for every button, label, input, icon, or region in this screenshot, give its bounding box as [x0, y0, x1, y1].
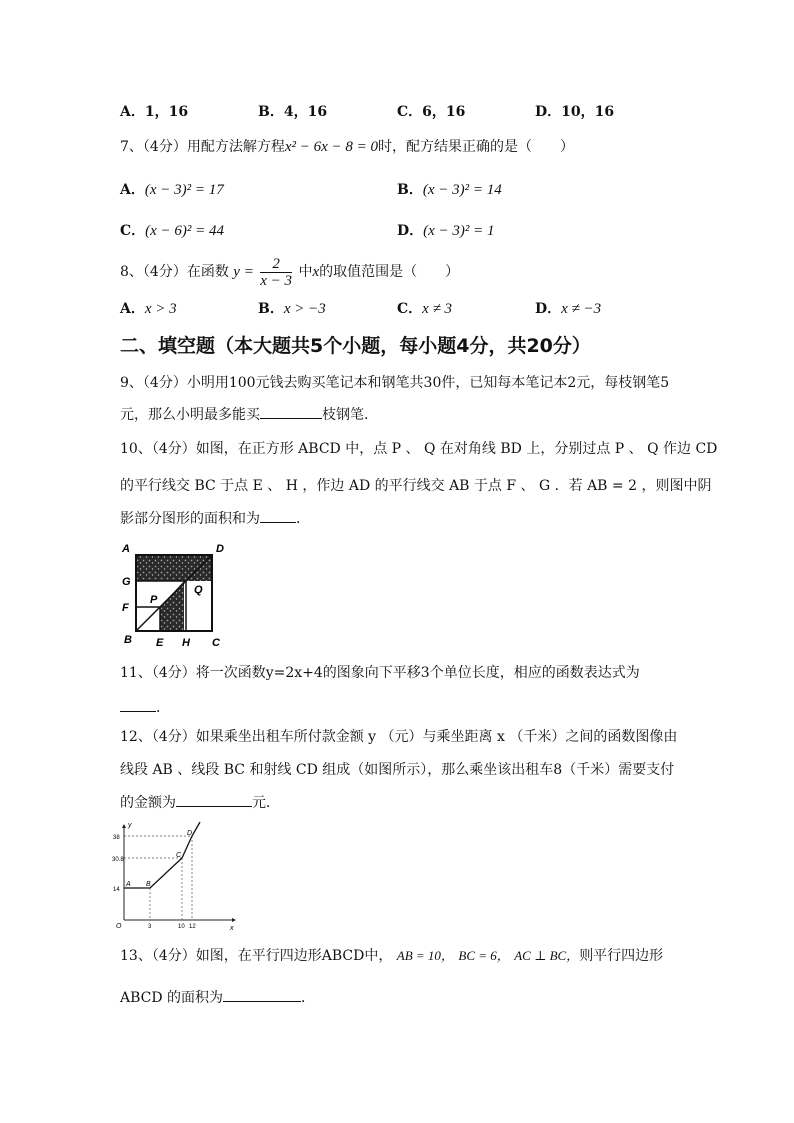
q7-stem [120, 137, 574, 157]
q8-option-c-label: C． [397, 301, 423, 317]
q10-shaded-mid [160, 581, 184, 631]
q11-line2 [120, 697, 170, 718]
q13-cond-ab: AB = 10， [396, 948, 454, 963]
q12-point-b: B [146, 881, 151, 888]
q8-option-b-math: x > −3 [283, 301, 326, 317]
q8-numerator: 2 [260, 256, 292, 273]
q10-label-g: G [122, 576, 131, 588]
q13-line2 [120, 987, 315, 1008]
q9-line2-pre: 元，那么小明最多能买 [120, 407, 260, 423]
q10-figure [118, 541, 232, 651]
q7-equation: x² − 6x − 8 = 0 [284, 139, 379, 155]
q10-label-p: P [150, 594, 158, 606]
q12-x-label: x [230, 925, 234, 932]
q8-fraction [260, 256, 292, 289]
q12-tick-10: 10 [178, 924, 185, 930]
q8-prefix: 8、（4分）在函数 [120, 264, 229, 280]
q10-answer-blank[interactable] [260, 508, 296, 523]
q12-line1: 12、（4分）如果乘坐出租车所付款金额 y （元）与乘坐距离 x （千米）之间的函数图像由 [120, 729, 678, 745]
q8-option-d-label: D． [535, 301, 562, 317]
q13-line2-pre: ABCD 的面积为 [120, 990, 224, 1006]
q11-line1: 11、（4分）将一次函数y=2x+4的图象向下平移3个单位长度，相应的函数表达式为 [120, 665, 640, 681]
q8-y-eq: y = [233, 264, 254, 280]
q8-denominator: x − 3 [260, 272, 293, 289]
q7-option-b-math: (x − 3)² = 14 [422, 182, 502, 198]
q10-line3-post: ． [296, 511, 310, 527]
q10-line3-pre: 影部分图形的面积和为 [120, 511, 260, 527]
q12-answer-blank[interactable] [176, 792, 252, 807]
q10-label-c: C [212, 637, 220, 649]
q12-origin-label: O [116, 923, 122, 930]
q7-prefix: 7、（4分）用配方法解方程 [120, 139, 285, 155]
q8-option-d [535, 299, 601, 319]
q13-answer-blank[interactable] [223, 987, 301, 1002]
q12-tick-38: 38 [113, 835, 120, 841]
q12-tick-3: 3 [148, 924, 152, 930]
q7-option-d [397, 221, 495, 241]
q13-cond-bc: BC = 6， [458, 948, 510, 963]
q10-label-d: D [216, 543, 224, 555]
q9-answer-blank[interactable] [260, 404, 322, 419]
q7-option-a-math: (x − 3)² = 17 [144, 182, 224, 198]
q10-label-f: F [122, 602, 129, 614]
q8-option-a-math: x > 3 [144, 301, 177, 317]
q9-line2 [120, 404, 378, 425]
q6-option-a: A．1，16 [120, 104, 189, 120]
q12-tick-308: 30.8 [112, 857, 124, 863]
q11-answer-blank[interactable] [120, 697, 156, 712]
q6-option-d: D．10，16 [535, 104, 615, 120]
q9-line1: 9、（4分）小明用100元钱去购买笔记本和钢笔共30件，已知每本笔记本2元，每枝钢笔5 [120, 375, 670, 391]
q12-tick-12: 12 [189, 924, 196, 930]
q7-option-c-label: C． [120, 223, 146, 239]
q10-line1: 10、（4分）如图，在正方形 ABCD 中，点 P 、 Q 在对角线 BD 上，分别过点 P 、 Q 作边 CD [120, 441, 718, 457]
q10-label-a: A [122, 543, 130, 555]
q6-option-c: C．6，16 [397, 104, 466, 120]
q10-label-e: E [156, 637, 164, 649]
q8-mid: 中 [298, 264, 313, 280]
q10-line2: 的平行线交 BC 于点 E 、 H ，作边 AD 的平行线交 AB 于点 F 、 G ．若 AB = 2 ，则图中阴 [120, 478, 712, 494]
q12-point-a: A [126, 881, 131, 888]
q13-line2-post: ． [301, 990, 316, 1006]
q10-shaded-top [136, 555, 212, 581]
q7-option-d-label: D． [397, 223, 424, 239]
q13-line1 [120, 946, 663, 966]
q12-line3-pre: 的金额为 [120, 795, 176, 811]
q7-suffix: 时，配方结果正确的是（ ） [378, 139, 575, 155]
q12-figure [112, 820, 238, 932]
q12-point-d: D [187, 830, 193, 837]
q10-label-q: Q [194, 584, 203, 596]
q13-suffix: 则平行四边形 [579, 948, 664, 964]
q8-option-d-math: x ≠ −3 [561, 301, 602, 317]
q12-tick-14: 14 [113, 887, 120, 893]
q8-option-b [258, 299, 326, 319]
q8-option-a-label: A． [120, 301, 145, 317]
section-heading: 二、填空题（本大题共5个小题，每小题4分，共20分） [120, 335, 591, 357]
q7-option-b [397, 180, 502, 200]
q6-option-b: B．4，16 [258, 104, 328, 120]
q8-option-a [120, 299, 177, 319]
q7-option-c [120, 221, 224, 241]
q7-option-a-label: A． [120, 182, 145, 198]
q7-option-c-math: (x − 6)² = 44 [145, 223, 225, 239]
q11-line2-post: ． [156, 700, 170, 716]
q8-suffix: 的取值范围是（ ） [319, 264, 460, 280]
q7-option-b-label: B． [397, 182, 423, 198]
q8-var: x [312, 264, 320, 280]
q12-line3-post: 元． [252, 795, 280, 811]
q8-option-b-label: B． [258, 301, 284, 317]
q13-prefix: 13、（4分）如图，在平行四边形ABCD中， [120, 948, 393, 964]
q13-cond-perp: AC ⊥ BC， [514, 948, 580, 963]
q8-option-c-math: x ≠ 3 [422, 301, 453, 317]
q12-point-c: C [176, 852, 182, 859]
q12-line2: 线段 AB 、线段 BC 和射线 CD 组成（如图所示），那么乘坐该出租车8（千米）需要支付 [120, 762, 675, 778]
q8-stem [120, 254, 459, 290]
q8-option-c [397, 299, 452, 319]
q10-label-h: H [182, 637, 190, 649]
q10-label-b: B [124, 634, 132, 646]
q7-option-a [120, 180, 224, 200]
q12-line3 [120, 792, 280, 813]
q7-option-d-math: (x − 3)² = 1 [423, 223, 495, 239]
q12-y-label: y [128, 822, 132, 829]
q10-line3 [120, 508, 310, 529]
q9-line2-post: 枝钢笔． [322, 407, 378, 423]
